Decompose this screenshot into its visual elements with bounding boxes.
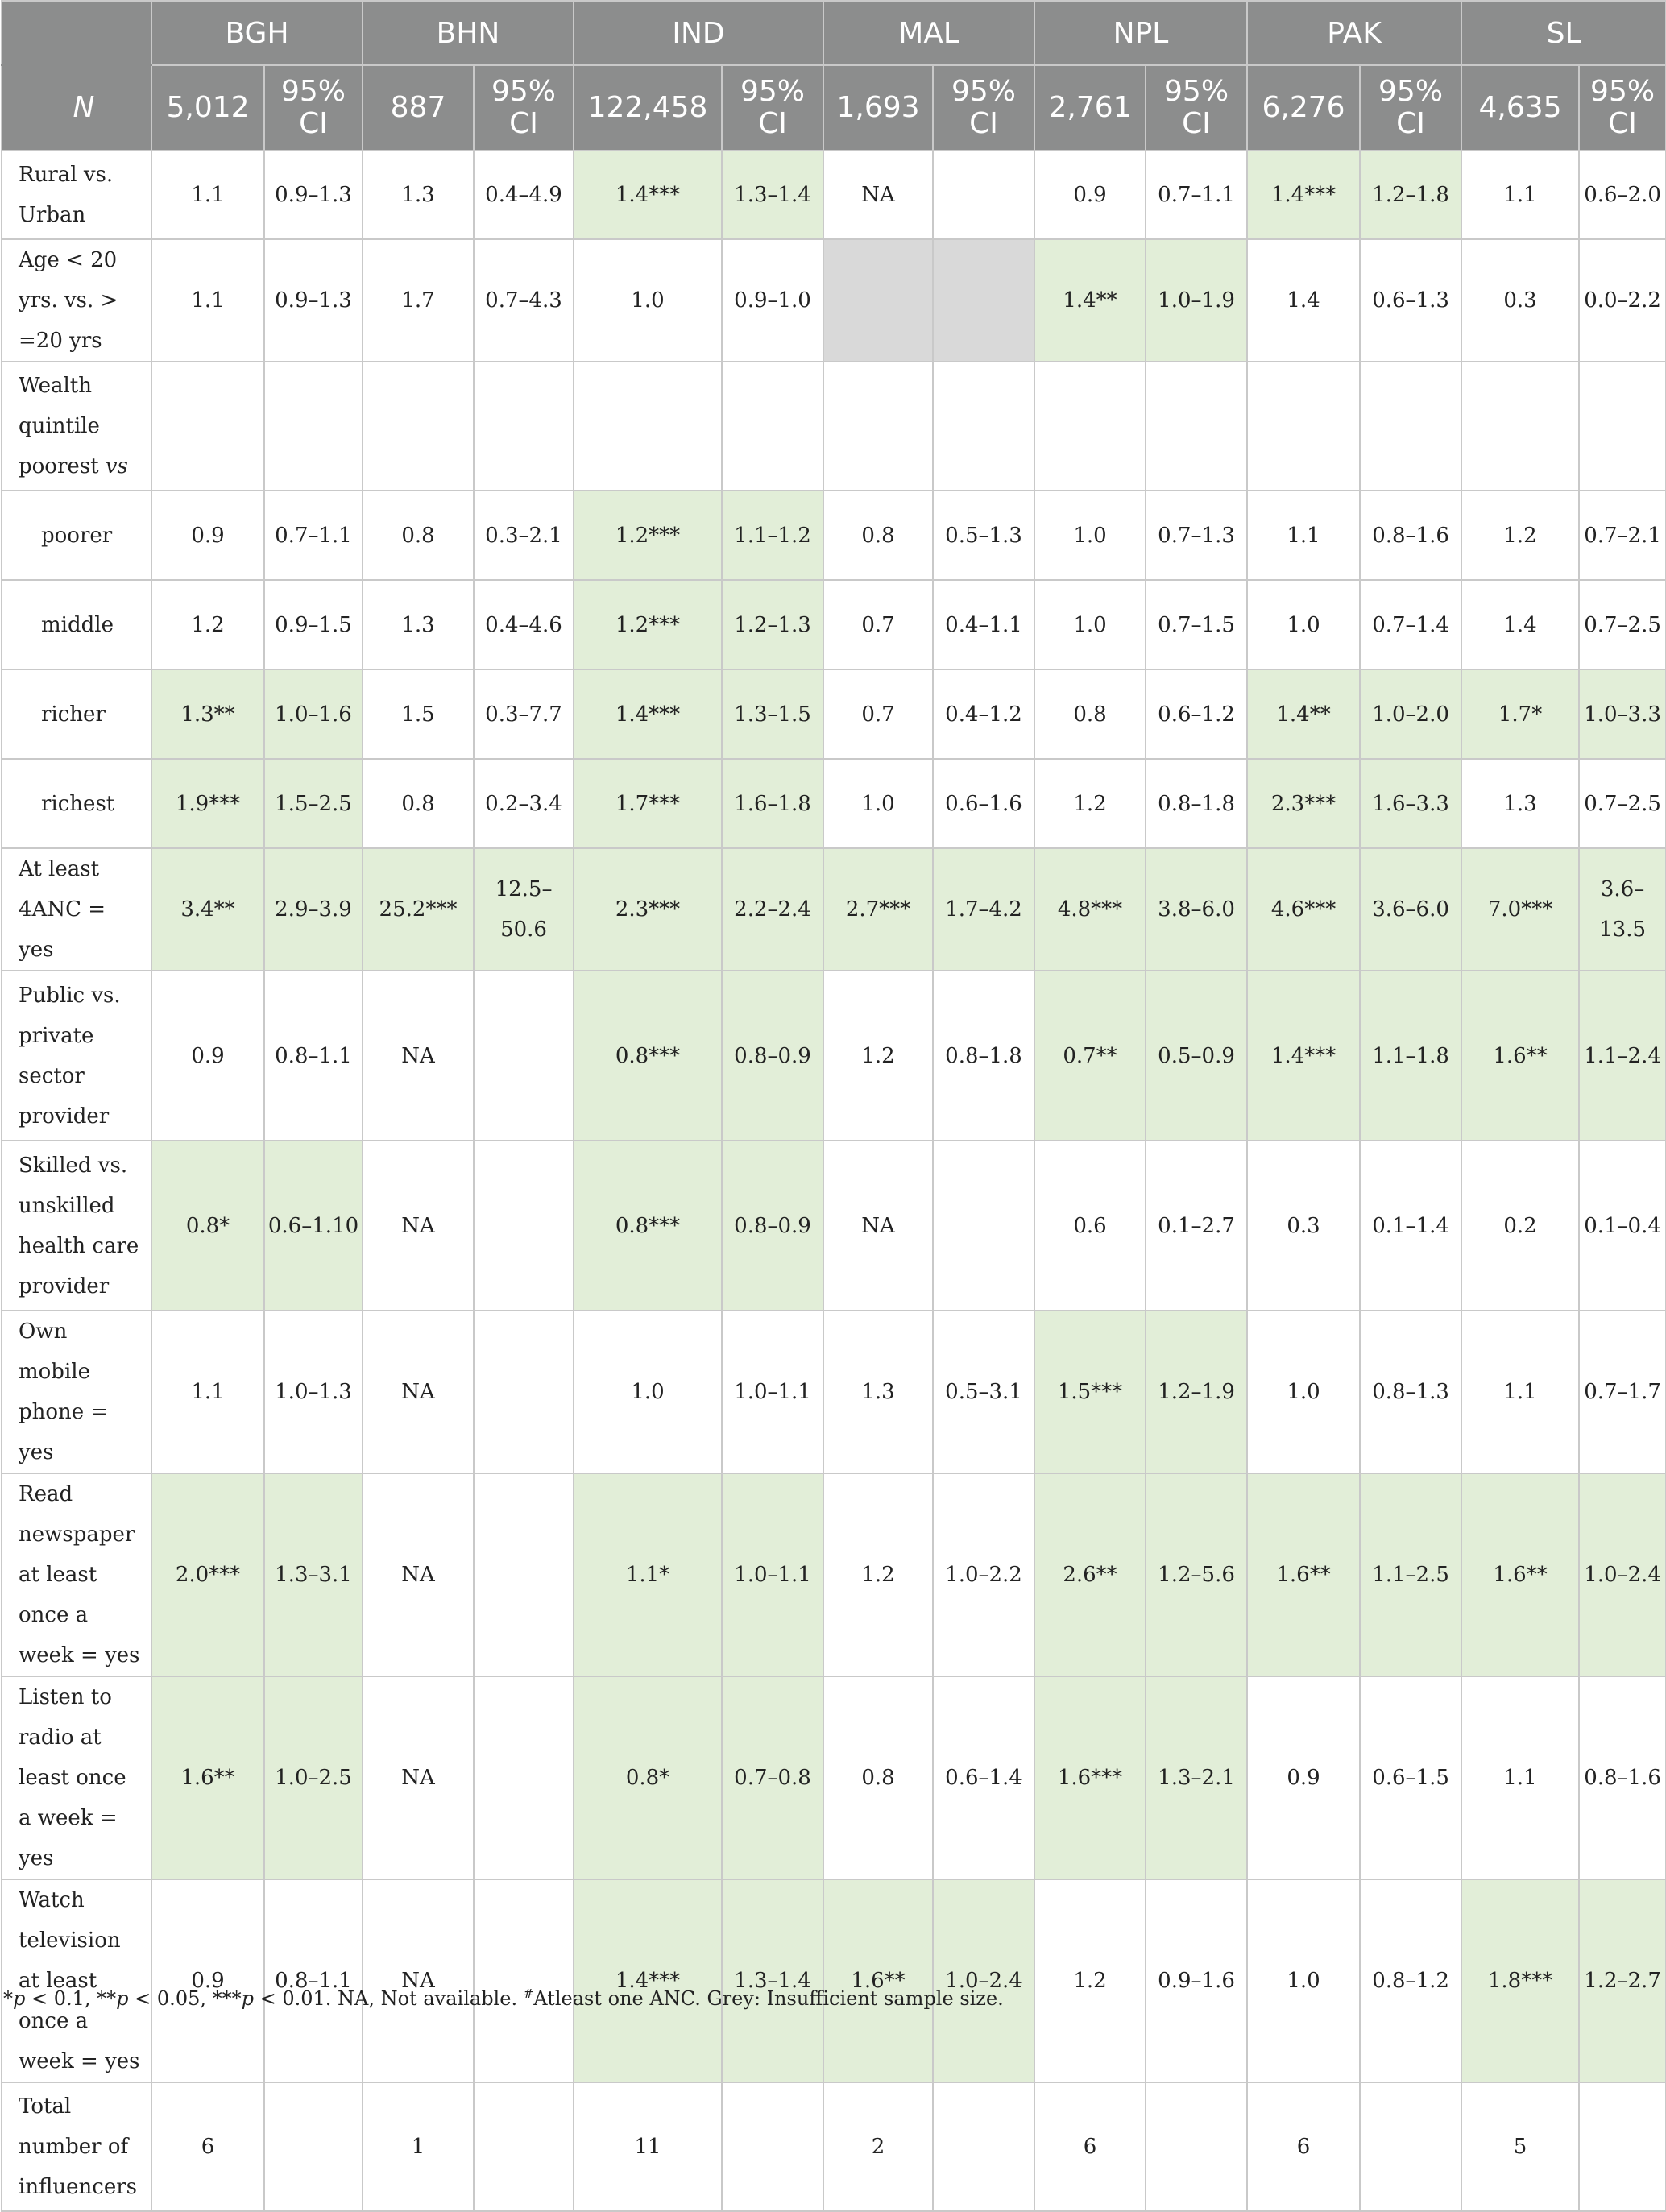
- ci-cell: 0.8–0.9: [722, 971, 823, 1141]
- sample-size-ind: 122,458: [574, 65, 722, 151]
- odds-ratio-cell: 0.8: [823, 491, 933, 580]
- odds-ratio-cell: 0.8: [363, 759, 474, 848]
- odds-ratio-cell: 1.9***: [151, 759, 264, 848]
- table-row: [2, 1473, 1666, 1676]
- sample-size-npl: 2,761: [1034, 65, 1146, 151]
- ci-cell: 2.9–3.9: [264, 848, 363, 971]
- odds-ratio-cell: [1461, 362, 1579, 491]
- ci-cell: 0.3–7.7: [474, 669, 574, 759]
- ci-cell: [722, 362, 823, 491]
- ci-cell: 1.2–1.9: [1146, 1311, 1247, 1473]
- country-header-npl: NPL: [1034, 1, 1247, 65]
- n-label: N: [2, 65, 151, 151]
- row-label: Age < 20 yrs. vs. > =20 yrs: [2, 239, 151, 362]
- odds-ratio-cell: [1247, 362, 1360, 491]
- ci-cell: 0.6–1.6: [933, 759, 1034, 848]
- ci-cell: [474, 362, 574, 491]
- row-label: richer: [2, 669, 151, 759]
- ci-cell: 0.7–2.1: [1579, 491, 1666, 580]
- odds-ratio-cell: [823, 239, 933, 362]
- ci-cell: 1.1–2.5: [1360, 1473, 1461, 1676]
- odds-ratio-cell: NA: [363, 1879, 474, 2082]
- odds-ratio-cell: 2.6**: [1034, 1473, 1146, 1676]
- ci-cell: 1.6–3.3: [1360, 759, 1461, 848]
- country-header-mal: MAL: [823, 1, 1034, 65]
- ci-cell: 1.2–5.6: [1146, 1473, 1247, 1676]
- odds-ratio-cell: 0.8*: [151, 1141, 264, 1311]
- odds-ratio-cell: 0.8*: [574, 1676, 722, 1879]
- odds-ratio-cell: 0.3: [1461, 239, 1579, 362]
- row-label: Skilled vs. unskilled health care provider: [2, 1141, 151, 1311]
- row-label: Watch television at least once a week = yes: [2, 1879, 151, 2082]
- ci-cell: 0.8–1.2: [1360, 1879, 1461, 2082]
- ci-cell: 0.5–3.1: [933, 1311, 1034, 1473]
- ci-cell: 1.0–2.0: [1360, 669, 1461, 759]
- odds-ratio-cell: 0.7**: [1034, 971, 1146, 1141]
- table-row: [2, 669, 1666, 759]
- ci-cell: 0.8–1.8: [933, 971, 1034, 1141]
- ci-cell: 1.1–2.4: [1579, 971, 1666, 1141]
- ci-cell: 0.1–1.4: [1360, 1141, 1461, 1311]
- ci-cell: [933, 151, 1034, 239]
- row-label: Rural vs. Urban: [2, 151, 151, 239]
- odds-ratio-cell: [363, 362, 474, 491]
- table-row: [2, 491, 1666, 580]
- ci-cell: 1.0–1.1: [722, 1311, 823, 1473]
- odds-ratio-cell: 1.1: [1461, 151, 1579, 239]
- sample-size-mal: 1,693: [823, 65, 933, 151]
- ci-cell: 1.3–1.5: [722, 669, 823, 759]
- ci-cell: 0.7–1.1: [1146, 151, 1247, 239]
- ci-cell: 0.7–1.4: [1360, 580, 1461, 669]
- odds-ratio-cell: 2.3***: [1247, 759, 1360, 848]
- ci-cell: 0.8–1.8: [1146, 759, 1247, 848]
- odds-ratio-cell: 1.6***: [1034, 1676, 1146, 1879]
- odds-ratio-cell: 1.6**: [1247, 1473, 1360, 1676]
- odds-ratio-cell: 1.2***: [574, 580, 722, 669]
- ci-cell: 0.7–1.1: [264, 491, 363, 580]
- odds-ratio-cell: 1.1: [151, 151, 264, 239]
- odds-ratio-cell: NA: [363, 1311, 474, 1473]
- odds-ratio-cell: 1.2: [1034, 1879, 1146, 2082]
- ci-cell: [474, 971, 574, 1141]
- odds-ratio-cell: 0.9: [151, 971, 264, 1141]
- ci-cell: 1.1–1.8: [1360, 971, 1461, 1141]
- ci-header-bhn: 95% CI: [474, 65, 574, 151]
- ci-cell: [1146, 2082, 1247, 2211]
- row-label: Read newspaper at least once a week = yes: [2, 1473, 151, 1676]
- odds-ratio-cell: 1.7: [363, 239, 474, 362]
- table-row: [2, 971, 1666, 1141]
- ci-cell: 1.7–4.2: [933, 848, 1034, 971]
- odds-ratio-cell: 1.1: [1247, 491, 1360, 580]
- ci-cell: 0.7–1.3: [1146, 491, 1247, 580]
- country-header-row: [2, 1, 1666, 65]
- sample-size-bhn: 887: [363, 65, 474, 151]
- odds-ratio-cell: 1.4**: [1034, 239, 1146, 362]
- odds-ratio-cell: 0.8: [1034, 669, 1146, 759]
- odds-ratio-cell: 1.6**: [1461, 971, 1579, 1141]
- ci-cell: 0.4–1.2: [933, 669, 1034, 759]
- ci-cell: 0.7–4.3: [474, 239, 574, 362]
- row-label: Wealth quintile poorest vs: [2, 362, 151, 491]
- odds-ratio-cell: 1.0: [1247, 580, 1360, 669]
- odds-ratio-cell: 1.1: [151, 239, 264, 362]
- odds-ratio-cell: 0.8***: [574, 971, 722, 1141]
- country-header-bgh: BGH: [151, 1, 363, 65]
- table-row: [2, 151, 1666, 239]
- ci-cell: 0.1–0.4: [1579, 1141, 1666, 1311]
- odds-ratio-cell: NA: [363, 971, 474, 1141]
- odds-ratio-cell: 1.4***: [574, 669, 722, 759]
- ci-header-ind: 95% CI: [722, 65, 823, 151]
- odds-ratio-cell: 1.1: [1461, 1676, 1579, 1879]
- ci-cell: 1.0–1.3: [264, 1311, 363, 1473]
- ci-cell: 1.0–2.4: [1579, 1473, 1666, 1676]
- ci-cell: [933, 362, 1034, 491]
- odds-ratio-cell: NA: [363, 1141, 474, 1311]
- ci-cell: [474, 1676, 574, 1879]
- ci-cell: 0.9–1.0: [722, 239, 823, 362]
- odds-ratio-cell: 0.9: [1034, 151, 1146, 239]
- table-row: [2, 580, 1666, 669]
- row-label: Own mobile phone = yes: [2, 1311, 151, 1473]
- odds-ratio-cell: [823, 362, 933, 491]
- ci-cell: 0.9–1.3: [264, 151, 363, 239]
- odds-ratio-cell: NA: [823, 1141, 933, 1311]
- ci-cell: 0.6–1.5: [1360, 1676, 1461, 1879]
- odds-ratio-cell: 1.7*: [1461, 669, 1579, 759]
- odds-ratio-cell: 1.4***: [1247, 151, 1360, 239]
- odds-ratio-cell: 1.3: [363, 151, 474, 239]
- odds-ratio-cell: 1.0: [1034, 491, 1146, 580]
- odds-ratio-cell: 1.0: [1247, 1311, 1360, 1473]
- odds-ratio-cell: 2.0***: [151, 1473, 264, 1676]
- row-label: Listen to radio at least once a week = yes: [2, 1676, 151, 1879]
- odds-ratio-cell: 1.3: [363, 580, 474, 669]
- row-label: Public vs. private sector provider: [2, 971, 151, 1141]
- ci-cell: [1360, 362, 1461, 491]
- odds-ratio-cell: 0.6: [1034, 1141, 1146, 1311]
- ci-cell: 3.6–6.0: [1360, 848, 1461, 971]
- table-row: [2, 1141, 1666, 1311]
- ci-cell: [264, 362, 363, 491]
- ci-cell: 1.2–1.3: [722, 580, 823, 669]
- ci-cell: 0.6–1.2: [1146, 669, 1247, 759]
- ci-cell: 1.0–1.6: [264, 669, 363, 759]
- ci-cell: 1.0–2.4: [933, 1879, 1034, 2082]
- sample-size-pak: 6,276: [1247, 65, 1360, 151]
- table-header: [2, 1, 1666, 151]
- odds-ratio-cell: 1.4***: [1247, 971, 1360, 1141]
- odds-ratio-cell: 0.8: [823, 1676, 933, 1879]
- odds-ratio-cell: 1.3**: [151, 669, 264, 759]
- ci-cell: 1.2–1.8: [1360, 151, 1461, 239]
- odds-ratio-cell: NA: [823, 151, 933, 239]
- ci-cell: 12.5–50.6: [474, 848, 574, 971]
- table-row: [2, 2082, 1666, 2211]
- ci-cell: 0.5–0.9: [1146, 971, 1247, 1141]
- ci-cell: 0.1–2.7: [1146, 1141, 1247, 1311]
- odds-ratio-cell: 0.7: [823, 669, 933, 759]
- table-row: [2, 1879, 1666, 2082]
- ci-cell: [1146, 362, 1247, 491]
- odds-ratio-cell: 2.3***: [574, 848, 722, 971]
- ci-cell: [722, 2082, 823, 2211]
- ci-cell: 0.5–1.3: [933, 491, 1034, 580]
- odds-ratio-cell: 4.8***: [1034, 848, 1146, 971]
- ci-cell: [474, 1473, 574, 1676]
- odds-ratio-cell: 11: [574, 2082, 722, 2211]
- ci-cell: 0.8–1.3: [1360, 1311, 1461, 1473]
- ci-cell: [1360, 2082, 1461, 2211]
- table-row: [2, 1676, 1666, 1879]
- odds-ratio-cell: 2.7***: [823, 848, 933, 971]
- sample-size-bgh: 5,012: [151, 65, 264, 151]
- ci-cell: 0.2–3.4: [474, 759, 574, 848]
- table-row: [2, 1311, 1666, 1473]
- odds-ratio-cell: 0.8: [363, 491, 474, 580]
- odds-ratio-cell: 1.1: [1461, 1311, 1579, 1473]
- header-corner: [2, 1, 151, 65]
- row-label: Total number of influencers: [2, 2082, 151, 2211]
- ci-cell: 3.8–6.0: [1146, 848, 1247, 971]
- sample-size-sl: 4,635: [1461, 65, 1579, 151]
- table-row: [2, 848, 1666, 971]
- ci-cell: 1.3–2.1: [1146, 1676, 1247, 1879]
- odds-ratio-cell: 1.1*: [574, 1473, 722, 1676]
- ci-cell: 0.6–1.10: [264, 1141, 363, 1311]
- ci-cell: 0.9–1.6: [1146, 1879, 1247, 2082]
- odds-ratio-cell: 6: [151, 2082, 264, 2211]
- odds-ratio-cell: NA: [363, 1473, 474, 1676]
- ci-cell: 1.0–2.5: [264, 1676, 363, 1879]
- ci-cell: 0.7–1.7: [1579, 1311, 1666, 1473]
- row-label: At least 4ANC = yes: [2, 848, 151, 971]
- ci-cell: 0.3–2.1: [474, 491, 574, 580]
- odds-ratio-cell: [1034, 362, 1146, 491]
- ci-cell: 0.8–1.6: [1579, 1676, 1666, 1879]
- odds-ratio-cell: 1.6**: [823, 1879, 933, 2082]
- odds-ratio-cell: 7.0***: [1461, 848, 1579, 971]
- ci-cell: 0.6–1.4: [933, 1676, 1034, 1879]
- ci-cell: [474, 2082, 574, 2211]
- odds-ratio-cell: 1.4***: [574, 151, 722, 239]
- odds-ratio-cell: 0.9: [151, 1879, 264, 2082]
- odds-ratio-cell: 1.6**: [151, 1676, 264, 1879]
- table-row: [2, 759, 1666, 848]
- country-header-pak: PAK: [1247, 1, 1461, 65]
- ci-cell: [1579, 2082, 1666, 2211]
- ci-cell: 0.9–1.3: [264, 239, 363, 362]
- ci-cell: [933, 1141, 1034, 1311]
- ci-cell: 1.2–2.7: [1579, 1879, 1666, 2082]
- ci-cell: 1.6–1.8: [722, 759, 823, 848]
- odds-ratio-cell: 1.4: [1461, 580, 1579, 669]
- odds-ratio-cell: 1.2: [151, 580, 264, 669]
- odds-ratio-cell: 6: [1034, 2082, 1146, 2211]
- ci-cell: 0.6–2.0: [1579, 151, 1666, 239]
- ci-cell: [264, 2082, 363, 2211]
- table-row: [2, 239, 1666, 362]
- ci-cell: 0.7–1.5: [1146, 580, 1247, 669]
- ci-cell: 2.2–2.4: [722, 848, 823, 971]
- results-table: [1, 0, 1666, 2212]
- odds-ratio-cell: 6: [1247, 2082, 1360, 2211]
- ci-cell: 1.5–2.5: [264, 759, 363, 848]
- odds-ratio-cell: 1.8***: [1461, 1879, 1579, 2082]
- table-footnote: *p < 0.1, **p < 0.05, ***p < 0.01. NA, Not available. #Atleast one ANC. Grey: Insufficient sample size.: [3, 1986, 1004, 2010]
- odds-ratio-cell: NA: [363, 1676, 474, 1879]
- odds-ratio-cell: 0.9: [151, 491, 264, 580]
- odds-ratio-cell: 1.2: [823, 1473, 933, 1676]
- odds-ratio-cell: 25.2***: [363, 848, 474, 971]
- ci-cell: 1.0–1.1: [722, 1473, 823, 1676]
- odds-ratio-cell: 0.8***: [574, 1141, 722, 1311]
- ci-cell: 1.0–1.9: [1146, 239, 1247, 362]
- ci-cell: 1.1–1.2: [722, 491, 823, 580]
- odds-ratio-cell: 1.5***: [1034, 1311, 1146, 1473]
- odds-ratio-cell: 5: [1461, 2082, 1579, 2211]
- ci-header-npl: 95% CI: [1146, 65, 1247, 151]
- ci-cell: 0.8–1.1: [264, 971, 363, 1141]
- odds-ratio-cell: 1.2: [1461, 491, 1579, 580]
- odds-ratio-cell: 1.6**: [1461, 1473, 1579, 1676]
- odds-ratio-cell: 0.7: [823, 580, 933, 669]
- odds-ratio-cell: 1.0: [1034, 580, 1146, 669]
- ci-cell: 1.3–1.4: [722, 1879, 823, 2082]
- table-body: [2, 151, 1666, 2211]
- odds-ratio-cell: 0.2: [1461, 1141, 1579, 1311]
- odds-ratio-cell: 1.4***: [574, 1879, 722, 2082]
- ci-cell: [474, 1311, 574, 1473]
- odds-ratio-cell: 1.4: [1247, 239, 1360, 362]
- odds-ratio-cell: 1.3: [1461, 759, 1579, 848]
- sample-size-header-row: [2, 65, 1666, 151]
- ci-cell: 1.0–3.3: [1579, 669, 1666, 759]
- odds-ratio-cell: 1.5: [363, 669, 474, 759]
- odds-ratio-cell: [151, 362, 264, 491]
- odds-ratio-cell: 1.2***: [574, 491, 722, 580]
- ci-header-bgh: 95% CI: [264, 65, 363, 151]
- ci-cell: 1.0–2.2: [933, 1473, 1034, 1676]
- ci-cell: 0.4–1.1: [933, 580, 1034, 669]
- ci-cell: 0.7–2.5: [1579, 580, 1666, 669]
- ci-cell: [1579, 362, 1666, 491]
- ci-cell: 0.8–1.1: [264, 1879, 363, 2082]
- odds-ratio-cell: 0.9: [1247, 1676, 1360, 1879]
- ci-header-pak: 95% CI: [1360, 65, 1461, 151]
- ci-cell: 0.9–1.5: [264, 580, 363, 669]
- odds-ratio-cell: 1.0: [574, 1311, 722, 1473]
- ci-header-sl: 95% CI: [1579, 65, 1666, 151]
- odds-ratio-cell: 1.0: [1247, 1879, 1360, 2082]
- ci-cell: 0.8–1.6: [1360, 491, 1461, 580]
- ci-cell: 0.4–4.6: [474, 580, 574, 669]
- ci-cell: 0.6–1.3: [1360, 239, 1461, 362]
- country-header-ind: IND: [574, 1, 823, 65]
- odds-ratio-cell: 1.1: [151, 1311, 264, 1473]
- ci-cell: [474, 1141, 574, 1311]
- ci-cell: [474, 1879, 574, 2082]
- ci-header-mal: 95% CI: [933, 65, 1034, 151]
- ci-cell: 0.7–2.5: [1579, 759, 1666, 848]
- odds-ratio-cell: 3.4**: [151, 848, 264, 971]
- odds-ratio-cell: 1: [363, 2082, 474, 2211]
- odds-ratio-cell: 1.2: [823, 971, 933, 1141]
- row-label: middle: [2, 580, 151, 669]
- odds-ratio-cell: 1.7***: [574, 759, 722, 848]
- ci-cell: [933, 2082, 1034, 2211]
- country-header-bhn: BHN: [363, 1, 574, 65]
- ci-cell: 0.4–4.9: [474, 151, 574, 239]
- odds-ratio-cell: 1.0: [823, 759, 933, 848]
- table-row: [2, 362, 1666, 491]
- ci-cell: 1.3–1.4: [722, 151, 823, 239]
- odds-ratio-cell: 1.2: [1034, 759, 1146, 848]
- row-label: poorer: [2, 491, 151, 580]
- ci-cell: 1.3–3.1: [264, 1473, 363, 1676]
- row-label: richest: [2, 759, 151, 848]
- country-header-sl: SL: [1461, 1, 1666, 65]
- odds-ratio-cell: 1.4**: [1247, 669, 1360, 759]
- ci-cell: 3.6–13.5: [1579, 848, 1666, 971]
- odds-ratio-cell: 1.3: [823, 1311, 933, 1473]
- ci-cell: 0.7–0.8: [722, 1676, 823, 1879]
- odds-ratio-cell: [574, 362, 722, 491]
- odds-ratio-cell: 0.3: [1247, 1141, 1360, 1311]
- odds-ratio-cell: 4.6***: [1247, 848, 1360, 971]
- odds-ratio-cell: 2: [823, 2082, 933, 2211]
- odds-ratio-cell: 1.0: [574, 239, 722, 362]
- ci-cell: [933, 239, 1034, 362]
- ci-cell: 0.0–2.2: [1579, 239, 1666, 362]
- ci-cell: 0.8–0.9: [722, 1141, 823, 1311]
